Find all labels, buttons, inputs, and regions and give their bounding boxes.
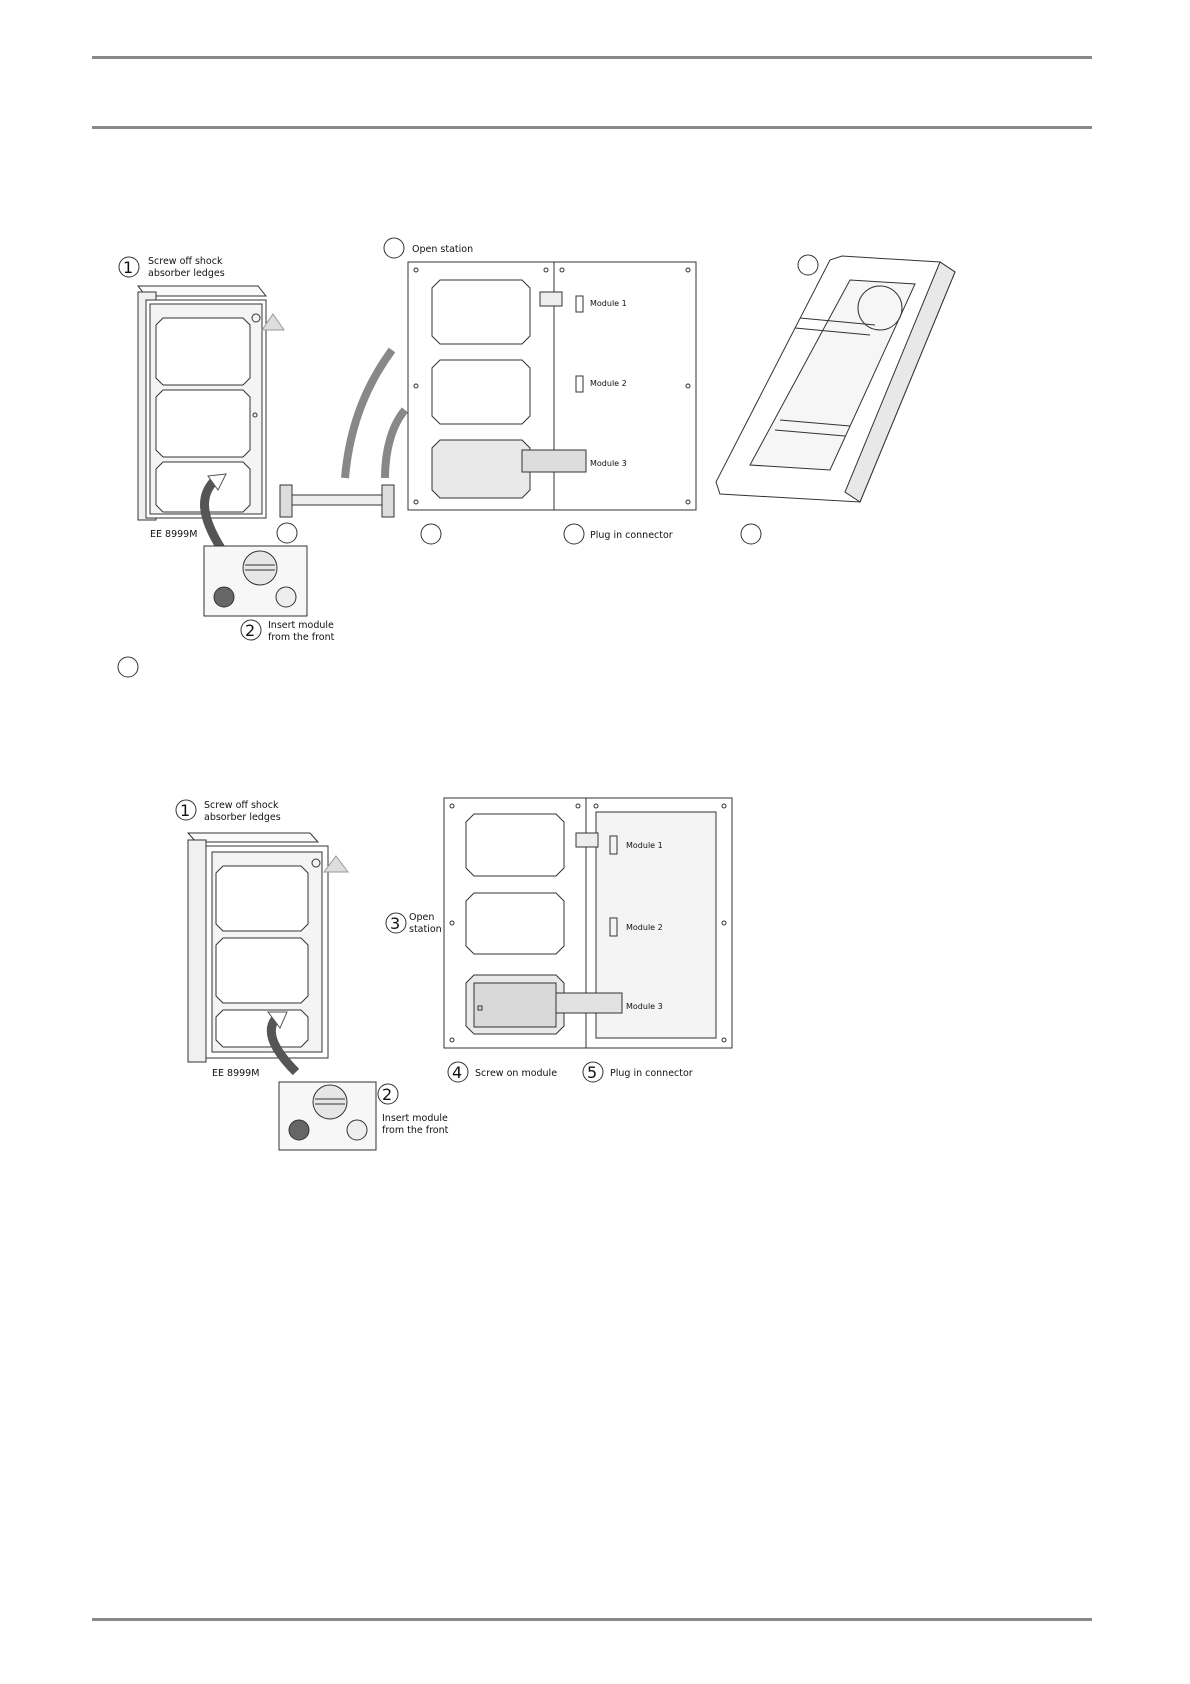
- step-circle-empty: [277, 523, 297, 543]
- step-number: 3: [390, 914, 401, 933]
- perspective-housing: [716, 256, 955, 502]
- step-circle-empty: [798, 255, 818, 275]
- step-number: 2: [382, 1085, 393, 1104]
- step-circle-empty: [421, 524, 441, 544]
- module2-label: Module 2: [626, 923, 663, 932]
- step1-label-line1: Screw off shock: [204, 800, 279, 811]
- step-number: 1: [123, 258, 134, 277]
- step-number: 5: [587, 1063, 598, 1082]
- screw-module-label: Screw on module: [475, 1068, 558, 1079]
- lift-arrow: [385, 410, 405, 478]
- intercom-module: [279, 1082, 376, 1150]
- step2-label-line2: from the front: [268, 632, 335, 643]
- step-circle-empty: [118, 657, 138, 677]
- module3-label: Module 3: [626, 1002, 663, 1011]
- plug-connector-label: Plug in connector: [590, 530, 673, 541]
- plug-connector-label: Plug in connector: [610, 1068, 693, 1079]
- model-label: EE 8999M: [212, 1068, 260, 1079]
- step-number: 2: [245, 621, 256, 640]
- step-circle-empty: [564, 524, 584, 544]
- step-number: 1: [180, 801, 191, 820]
- step2-label-line1: Insert module: [268, 620, 334, 631]
- step1-label-line2: absorber ledges: [204, 812, 281, 823]
- step-circle-empty: [384, 238, 404, 258]
- step1-label-line1: Screw off shock: [148, 256, 223, 267]
- step2-label-line1: Insert module: [382, 1113, 448, 1124]
- module1-label: Module 1: [590, 299, 627, 308]
- step1-label-line2: absorber ledges: [148, 268, 225, 279]
- step-circle-empty: [741, 524, 761, 544]
- open-station-panel: [408, 262, 696, 510]
- module1-label: Module 1: [626, 841, 663, 850]
- diagram-top: [118, 238, 955, 677]
- step-number: 4: [452, 1063, 463, 1082]
- diagram-bottom: [176, 798, 732, 1150]
- open-station-label-line1: Open: [409, 912, 435, 923]
- open-station-label-line2: station: [409, 924, 442, 935]
- step2-label-line2: from the front: [382, 1125, 449, 1136]
- open-station-panel: [444, 798, 732, 1048]
- intercom-module: [204, 546, 307, 616]
- open-station-label: Open station: [412, 244, 474, 255]
- module3-label: Module 3: [590, 459, 627, 468]
- model-label: EE 8999M: [150, 529, 198, 540]
- module2-label: Module 2: [590, 379, 627, 388]
- mounting-bracket: [280, 485, 394, 517]
